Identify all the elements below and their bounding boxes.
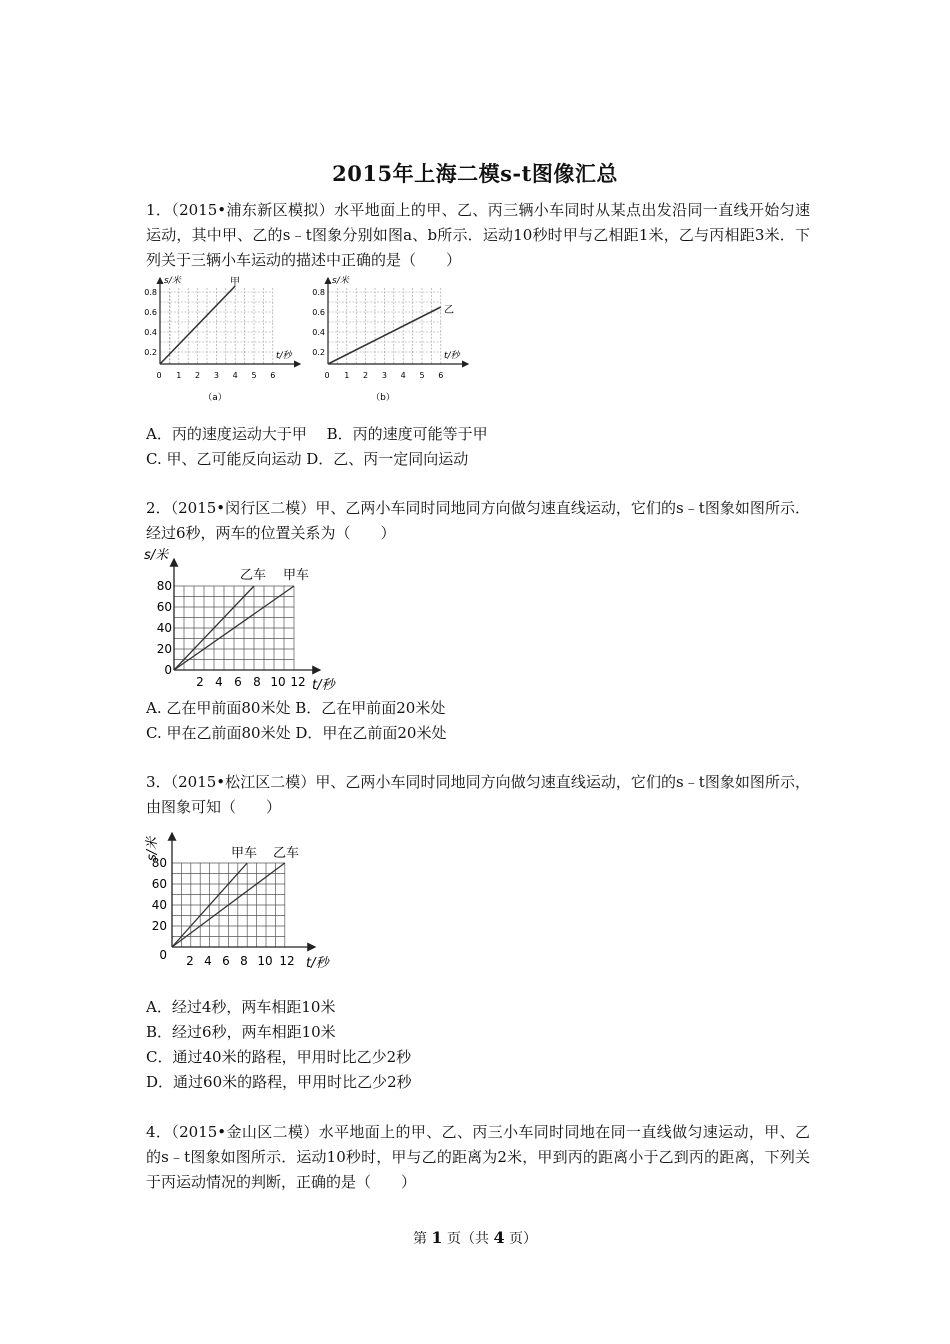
q1b-ytick: 0.6: [312, 308, 325, 317]
q1a-xtick: 0: [156, 371, 162, 380]
q2-options-row-1: A. 乙在甲前面80米处 B．乙在甲前面20米处: [146, 699, 446, 717]
q3-label-jiache: 甲车: [231, 846, 258, 861]
q2-ytick: 60: [156, 600, 172, 614]
q1b-xtick: 1: [344, 371, 350, 380]
q1-figure-a: [140, 272, 305, 407]
q2-ytick: 40: [156, 621, 172, 635]
q2-options-row-2: C. 甲在乙前面80米处 D．甲在乙前面20米处: [146, 724, 447, 742]
q2-ytick: 80: [156, 579, 172, 593]
q1a-series-label: 甲: [230, 277, 240, 288]
q3-option-c: C．通过40米的路程，甲用时比乙少2秒: [146, 1048, 412, 1066]
q3-ytick: 80: [151, 856, 167, 870]
q1b-ylabel: s/米: [332, 276, 349, 286]
q1b-grid: [328, 288, 441, 364]
footer-prefix: 第: [412, 1231, 432, 1247]
q3-xtick: 10: [257, 954, 273, 968]
q1b-caption: （b）: [371, 393, 395, 403]
q3-ylabel: s/米: [145, 836, 160, 861]
footer-suffix: 页）: [504, 1231, 538, 1247]
q2-figure: [140, 545, 350, 693]
q3-xtick: 2: [186, 954, 194, 968]
q1a-grid: [160, 288, 273, 364]
question-1-text: 1．（2015•浦东新区模拟）水平地面上的甲、乙、丙三辆小车同时从某点出发沿同一直线开始匀速运动，其中甲、乙的s﹣t图象分别如图a、b所示．运动10秒时甲与乙相距1米，乙与丙相距3米．下列关于三辆小车运动的描述中正确的是（ ）: [146, 201, 810, 269]
q1b-xlabel: t/秒: [444, 351, 460, 361]
q1b-series-label: 乙: [444, 305, 454, 316]
q1a-xtick: 5: [251, 371, 257, 380]
question-4-text: 4．（2015•金山区二模）水平地面上的甲、乙、丙三小车同时同地在同一直线做匀速运动，甲、乙的s﹣t图象如图所示．运动10秒时，甲与乙的距离为2米，甲到丙的距离小于乙到丙的距离，下列关于丙运动情况的判断，正确的是（ ）: [146, 1123, 810, 1191]
q3-ytick: 40: [151, 898, 167, 912]
q1b-xtick: 0: [324, 371, 330, 380]
footer-page-number: 1: [431, 1228, 443, 1247]
q3-xlabel: t/秒: [306, 956, 329, 971]
q1-figure-b: [308, 272, 473, 407]
q2-label-yiche: 乙车: [240, 568, 267, 583]
q3-xtick: 8: [240, 954, 248, 968]
q3-label-yiche: 乙车: [273, 846, 300, 861]
q3-xtick: 4: [204, 954, 212, 968]
q3-option-d: D．通过60米的路程，甲用时比乙少2秒: [146, 1073, 412, 1091]
q1b-xtick: 5: [419, 371, 425, 380]
q3-option-a: A．经过4秒，两车相距10米: [146, 998, 336, 1016]
q2-label-jiache: 甲车: [283, 568, 310, 583]
question-2-text: 2．（2015•闵行区二模）甲、乙两小车同时同地同方向做匀速直线运动，它们的s﹣t图象如图所示．经过6秒，两车的位置关系为（ ）: [146, 499, 810, 542]
q3-ytick: 20: [151, 919, 167, 933]
q1a-xtick: 1: [176, 371, 182, 380]
q2-xtick: 4: [215, 675, 223, 689]
q1a-ytick: 0.2: [144, 348, 157, 357]
q2-ytick: 20: [156, 642, 172, 656]
q1b-xtick: 4: [400, 371, 406, 380]
q1a-xtick: 6: [270, 371, 276, 380]
page-footer: [0, 1228, 950, 1248]
q1a-xtick: 2: [195, 371, 201, 380]
q3-ytick: 0: [159, 948, 167, 962]
q1-options-row-2: C. 甲、乙可能反向运动 D．乙、丙一定同向运动: [146, 450, 469, 468]
q1a-xtick: 3: [213, 371, 219, 380]
q3-ytick: 60: [151, 877, 167, 891]
q2-ytick: 0: [164, 663, 172, 677]
q3-xtick: 12: [279, 954, 295, 968]
q1b-ytick: 0.2: [312, 348, 325, 357]
q1b-ytick: 0.8: [312, 288, 325, 297]
q2-xlabel: t/秒: [312, 678, 335, 693]
q1b-ytick: 0.4: [312, 328, 325, 337]
q1a-ylabel: s/米: [164, 276, 181, 286]
q1b-xtick: 2: [363, 371, 369, 380]
q1a-xlabel: t/秒: [276, 351, 292, 361]
q1b-xtick: 3: [381, 371, 387, 380]
footer-middle: 页（共: [442, 1231, 494, 1247]
q2-xtick: 8: [253, 675, 261, 689]
q2-ylabel: s/米: [144, 548, 169, 563]
page-title: 2015年上海二模s-t图像汇总: [332, 161, 618, 186]
q1a-caption: （a）: [203, 393, 227, 403]
q2-xtick: 12: [290, 675, 306, 689]
q1a-ytick: 0.8: [144, 288, 157, 297]
q1a-ytick: 0.6: [144, 308, 157, 317]
question-3-text: 3．（2015•松江区二模）甲、乙两小车同时同地同方向做匀速直线运动，它们的s﹣t图象如图所示，由图象可知（ ）: [146, 773, 810, 816]
q1a-xtick: 4: [232, 371, 238, 380]
q1b-xtick: 6: [438, 371, 444, 380]
q3-option-b: B．经过6秒，两车相距10米: [146, 1023, 336, 1041]
q2-xtick: 10: [270, 675, 286, 689]
q1a-ytick: 0.4: [144, 328, 157, 337]
q2-xtick: 2: [196, 675, 204, 689]
q3-xtick: 6: [222, 954, 230, 968]
q2-xtick: 6: [234, 675, 242, 689]
q3-figure: [140, 825, 340, 973]
footer-total-pages: 4: [493, 1228, 505, 1247]
q1-options-row-1: A．丙的速度运动大于甲 B．丙的速度可能等于甲: [146, 425, 488, 443]
